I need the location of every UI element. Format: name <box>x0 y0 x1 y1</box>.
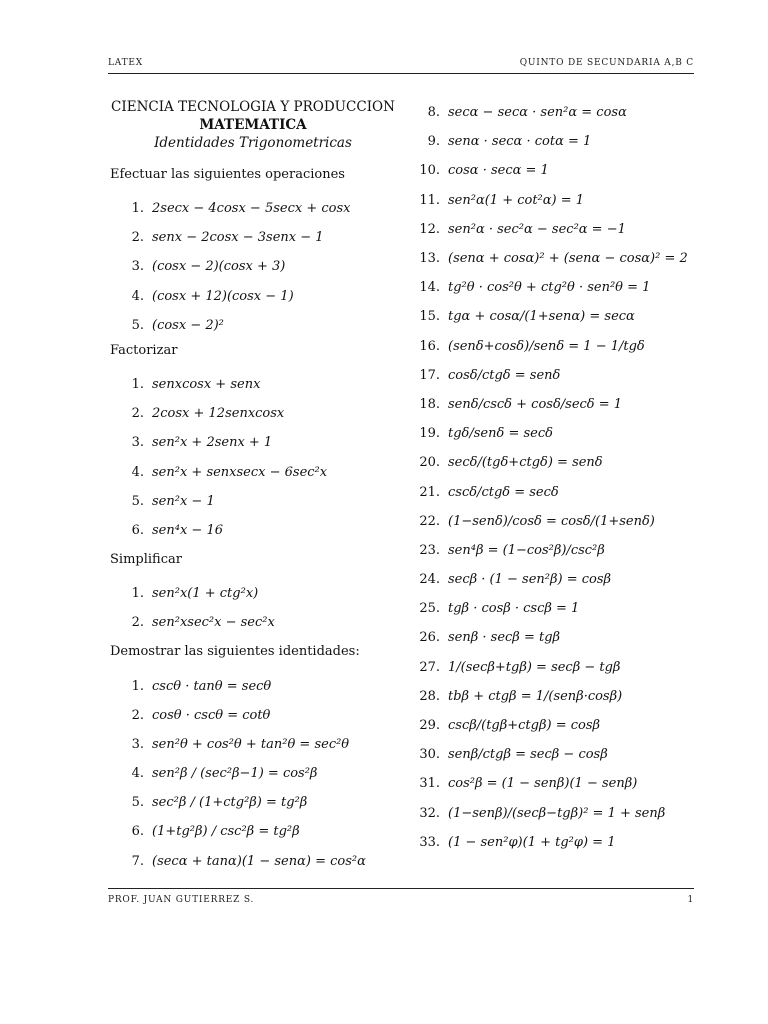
math-expression: senx − 2cosx − 3senx − 1 <box>152 230 324 246</box>
section-heading-efectuar: Efectuar las siguientes operaciones <box>110 167 345 182</box>
header-right-text: QUINTO DE SECUNDARIA A,B C <box>519 58 694 68</box>
item-number: 1. <box>131 201 144 217</box>
math-expression: tgβ · cosβ · cscβ = 1 <box>448 601 580 617</box>
math-expression: tbβ + ctgβ = 1/(senβ·cosβ) <box>448 688 623 704</box>
list-item <box>414 507 714 536</box>
list-efectuar <box>110 194 402 340</box>
list-item <box>414 828 714 857</box>
math-expression: (senδ+cosδ)/senδ = 1 − 1/tgδ <box>448 338 645 354</box>
math-expression: senxcosx + senx <box>152 377 261 393</box>
item-number: 24. <box>419 572 440 588</box>
math-expression: sen²x − 1 <box>152 493 215 509</box>
item-number: 22. <box>419 513 440 529</box>
math-expression: cscβ/(tgβ+ctgβ) = cosβ <box>448 718 601 734</box>
item-number: 12. <box>419 221 440 237</box>
list-item <box>110 671 402 700</box>
item-number: 33. <box>419 834 440 850</box>
math-expression: (cosx − 2)(cosx + 3) <box>152 259 286 275</box>
author-footer: PROF. JUAN GUTIERREZ S. <box>108 895 255 905</box>
list-factorizar <box>110 370 402 545</box>
list-item <box>110 252 402 281</box>
left-column <box>110 98 402 876</box>
list-item <box>414 623 714 652</box>
math-expression: (1−senδ)/cosδ = cosδ/(1+senδ) <box>448 513 655 529</box>
list-item <box>414 769 714 798</box>
math-expression: tgδ/senδ = secδ <box>448 426 553 442</box>
math-expression: sen²x + 2senx + 1 <box>152 435 273 451</box>
item-number: 20. <box>419 455 440 471</box>
math-expression: sen²x(1 + ctg²x) <box>152 586 259 602</box>
list-item <box>110 282 402 311</box>
list-item <box>110 817 402 846</box>
item-number: 28. <box>419 688 440 704</box>
running-header <box>108 58 694 72</box>
item-number: 10. <box>419 163 440 179</box>
list-item <box>414 653 714 682</box>
item-number: 5. <box>131 493 144 509</box>
list-item <box>414 273 714 302</box>
item-number: 2. <box>131 230 144 246</box>
item-number: 1. <box>131 678 144 694</box>
list-item <box>110 311 402 340</box>
list-item <box>110 223 402 252</box>
math-expression: 2cosx + 12senxcosx <box>152 406 285 422</box>
item-number: 3. <box>131 259 144 275</box>
right-column <box>414 98 714 857</box>
item-number: 1. <box>131 586 144 602</box>
math-expression: sen²α · sec²α − sec²α = −1 <box>448 221 626 237</box>
item-number: 3. <box>131 736 144 752</box>
math-expression: 1/(secβ+tgβ) = secβ − tgβ <box>448 659 621 675</box>
list-item <box>414 565 714 594</box>
header-left-text: LATEX <box>108 58 143 68</box>
math-expression: senα · secα · cotα = 1 <box>448 134 592 150</box>
list-item <box>414 799 714 828</box>
list-item <box>414 186 714 215</box>
math-expression: tgα + cosα/(1+senα) = secα <box>448 309 635 325</box>
math-expression: (senα + cosα)² + (senα − cosα)² = 2 <box>448 251 688 267</box>
item-number: 5. <box>131 795 144 811</box>
list-item <box>110 370 402 399</box>
item-number: 2. <box>131 707 144 723</box>
header-rule <box>108 73 694 74</box>
item-number: 29. <box>419 718 440 734</box>
list-item <box>414 244 714 273</box>
item-number: 32. <box>419 805 440 821</box>
list-item <box>110 579 402 608</box>
footer-rule <box>108 888 694 889</box>
item-number: 5. <box>131 317 144 333</box>
list-item <box>110 847 402 876</box>
math-expression: senβ · secβ = tgβ <box>448 630 561 646</box>
item-number: 19. <box>419 426 440 442</box>
list-demostrar <box>110 671 402 875</box>
math-expression: (secα + tanα)(1 − senα) = cos²α <box>152 853 366 869</box>
item-number: 11. <box>419 192 440 208</box>
list-item <box>110 516 402 545</box>
math-expression: 2secx − 4cosx − 5secx + cosx <box>152 201 351 217</box>
item-number: 6. <box>131 824 144 840</box>
list-item <box>110 428 402 457</box>
list-item <box>414 477 714 506</box>
section-heading-demostrar: Demostrar las siguientes identidades: <box>110 644 360 660</box>
math-expression: sen⁴β = (1−cos²β)/csc²β <box>448 542 605 558</box>
list-item <box>110 194 402 223</box>
page-number: 1 <box>687 895 694 905</box>
list-item <box>414 332 714 361</box>
math-expression: cosθ · cscθ = cotθ <box>152 707 271 723</box>
section-heading-simplificar: Simplificar <box>110 552 182 568</box>
item-number: 17. <box>419 367 440 383</box>
math-expression: (1 − sen²φ)(1 + tg²φ) = 1 <box>448 834 616 850</box>
list-item <box>110 487 402 516</box>
item-number: 23. <box>419 542 440 558</box>
item-number: 14. <box>419 280 440 296</box>
item-number: 8. <box>427 105 440 121</box>
math-expression: (1+tg²β) / csc²β = tg²β <box>152 824 300 840</box>
list-identidades-continued <box>414 98 714 857</box>
math-expression: sen²α(1 + cot²α) = 1 <box>448 192 585 208</box>
math-expression: sen²xsec²x − sec²x <box>152 615 275 631</box>
math-expression: secα − secα · sen²α = cosα <box>448 105 627 121</box>
list-item <box>414 361 714 390</box>
list-item <box>110 788 402 817</box>
item-number: 31. <box>419 776 440 792</box>
item-number: 9. <box>427 134 440 150</box>
item-number: 21. <box>419 484 440 500</box>
list-item <box>414 215 714 244</box>
math-expression: (cosx + 12)(cosx − 1) <box>152 288 294 304</box>
math-expression: sen²x + senxsecx − 6sec²x <box>152 464 328 480</box>
list-item <box>110 458 402 487</box>
math-expression: sen⁴x − 16 <box>152 522 223 538</box>
topic-title: Identidades Trigonometricas <box>154 135 352 151</box>
item-number: 3. <box>131 435 144 451</box>
math-expression: sen²θ + cos²θ + tan²θ = sec²θ <box>152 736 350 752</box>
math-expression: cos²β = (1 − senβ)(1 − senβ) <box>448 776 638 792</box>
list-item <box>414 156 714 185</box>
item-number: 16. <box>419 338 440 354</box>
item-number: 2. <box>131 615 144 631</box>
list-item <box>414 302 714 331</box>
list-item <box>110 759 402 788</box>
section-heading-factorizar: Factorizar <box>110 342 178 358</box>
item-number: 13. <box>419 251 440 267</box>
item-number: 15. <box>419 309 440 325</box>
list-item <box>414 390 714 419</box>
list-simplificar <box>110 579 402 637</box>
list-item <box>414 448 714 477</box>
item-number: 1. <box>131 377 144 393</box>
math-expression: cosα · secα = 1 <box>448 163 549 179</box>
item-number: 25. <box>419 601 440 617</box>
math-expression: (1−senβ)/(secβ−tgβ)² = 1 + senβ <box>448 805 666 821</box>
list-item <box>414 419 714 448</box>
item-number: 4. <box>131 766 144 782</box>
item-number: 27. <box>419 659 440 675</box>
course-title: CIENCIA TECNOLOGIA Y PRODUCCION <box>111 99 395 115</box>
item-number: 7. <box>131 853 144 869</box>
item-number: 4. <box>131 288 144 304</box>
math-expression: cosδ/ctgδ = senδ <box>448 367 561 383</box>
list-item <box>414 127 714 156</box>
footer <box>108 895 694 909</box>
list-item <box>414 711 714 740</box>
item-number: 18. <box>419 396 440 412</box>
item-number: 2. <box>131 406 144 422</box>
math-expression: senδ/cscδ + cosδ/secδ = 1 <box>448 396 623 412</box>
subject-title: MATEMATICA <box>199 117 307 133</box>
list-item <box>414 682 714 711</box>
math-expression: sec²β / (1+ctg²β) = tg²β <box>152 795 308 811</box>
math-expression: (cosx − 2)² <box>152 317 224 333</box>
item-number: 4. <box>131 464 144 480</box>
list-item <box>414 740 714 769</box>
item-number: 6. <box>131 522 144 538</box>
list-item <box>110 399 402 428</box>
item-number: 30. <box>419 747 440 763</box>
list-item <box>110 730 402 759</box>
list-item <box>414 594 714 623</box>
math-expression: secβ · (1 − sen²β) = cosβ <box>448 572 612 588</box>
list-item <box>110 608 402 637</box>
math-expression: senβ/ctgβ = secβ − cosβ <box>448 747 608 763</box>
math-expression: sen²β / (sec²β−1) = cos²β <box>152 766 318 782</box>
math-expression: tg²θ · cos²θ + ctg²θ · sen²θ = 1 <box>448 280 651 296</box>
item-number: 26. <box>419 630 440 646</box>
math-expression: cscδ/ctgδ = secδ <box>448 484 559 500</box>
list-item <box>414 98 714 127</box>
math-expression: secδ/(tgδ+ctgδ) = senδ <box>448 455 603 471</box>
list-item <box>414 536 714 565</box>
list-item <box>110 701 402 730</box>
title-block <box>104 98 402 152</box>
math-expression: cscθ · tanθ = secθ <box>152 678 272 694</box>
